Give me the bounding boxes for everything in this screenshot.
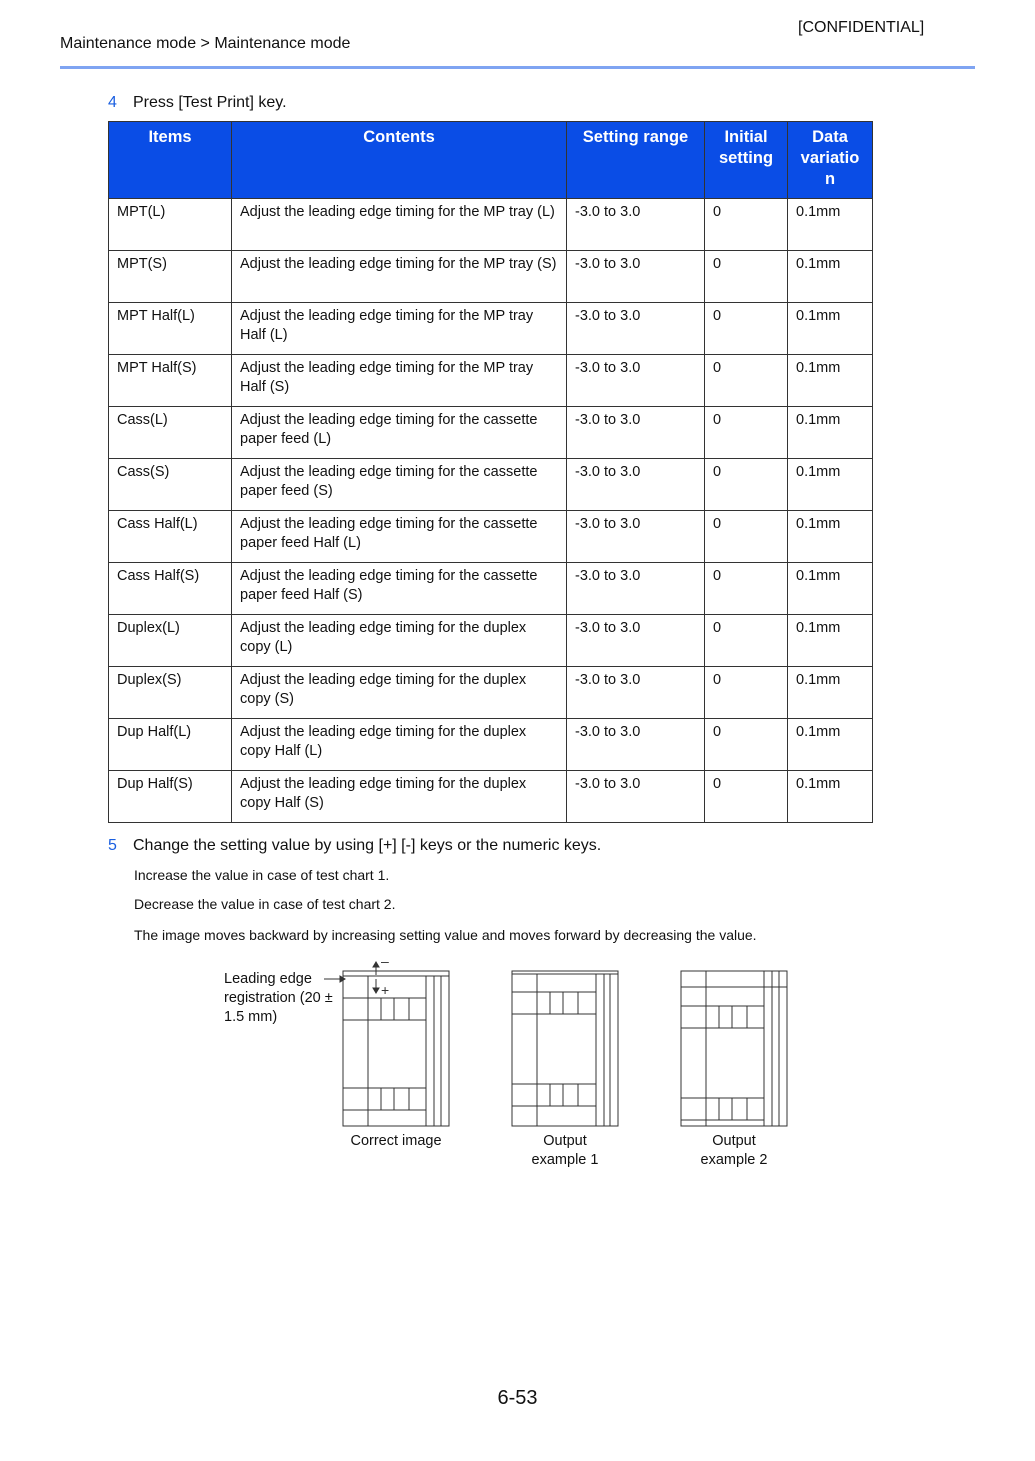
cell-setting-range: -3.0 to 3.0 bbox=[567, 563, 705, 615]
cell-item: Cass Half(S) bbox=[109, 563, 232, 615]
cell-item: Cass(S) bbox=[109, 459, 232, 511]
table-row bbox=[109, 719, 873, 771]
cell-contents: Adjust the leading edge timing for the duplex copy (L) bbox=[232, 615, 567, 667]
step-5 bbox=[108, 837, 601, 855]
cell-initial-setting: 0 bbox=[705, 199, 788, 251]
cell-data-variation: 0.1mm bbox=[788, 667, 873, 719]
cell-contents: Adjust the leading edge timing for the cassette paper feed (L) bbox=[232, 407, 567, 459]
breadcrumb: Maintenance mode > Maintenance mode bbox=[60, 35, 351, 52]
header-items: Items bbox=[109, 122, 232, 199]
output-example-2-page bbox=[681, 971, 787, 1126]
output-example-1-page bbox=[512, 971, 618, 1126]
note-text: The image moves backward by increasing setting value and moves forward by decreasing the value. bbox=[134, 927, 757, 943]
arrow-up-icon bbox=[373, 962, 379, 967]
cell-item: Dup Half(S) bbox=[109, 771, 232, 823]
cell-setting-range: -3.0 to 3.0 bbox=[567, 511, 705, 563]
table-row bbox=[109, 303, 873, 355]
cell-setting-range: -3.0 to 3.0 bbox=[567, 719, 705, 771]
cell-contents: Adjust the leading edge timing for the duplex copy Half (S) bbox=[232, 771, 567, 823]
cell-contents: Adjust the leading edge timing for the MP tray (L) bbox=[232, 199, 567, 251]
minus-sign: – bbox=[381, 953, 389, 969]
confidential-label: [CONFIDENTIAL] bbox=[798, 19, 925, 36]
adjustment-table bbox=[108, 121, 873, 823]
table-header-row bbox=[109, 122, 873, 199]
cell-initial-setting: 0 bbox=[705, 667, 788, 719]
table-row bbox=[109, 199, 873, 251]
cell-data-variation: 0.1mm bbox=[788, 303, 873, 355]
cell-initial-setting: 0 bbox=[705, 251, 788, 303]
cell-initial-setting: 0 bbox=[705, 615, 788, 667]
step-4 bbox=[108, 94, 287, 112]
cell-data-variation: 0.1mm bbox=[788, 771, 873, 823]
table-row bbox=[109, 407, 873, 459]
cell-item: Duplex(L) bbox=[109, 615, 232, 667]
cell-contents: Adjust the leading edge timing for the MP tray Half (L) bbox=[232, 303, 567, 355]
cell-data-variation: 0.1mm bbox=[788, 355, 873, 407]
table-row bbox=[109, 667, 873, 719]
cell-data-variation: 0.1mm bbox=[788, 407, 873, 459]
cell-data-variation: 0.1mm bbox=[788, 459, 873, 511]
cell-initial-setting: 0 bbox=[705, 771, 788, 823]
cell-initial-setting: 0 bbox=[705, 719, 788, 771]
cell-item: MPT(L) bbox=[109, 199, 232, 251]
table-row bbox=[109, 511, 873, 563]
step-text: Change the setting value by using [+] [-] keys or the numeric keys. bbox=[133, 837, 602, 854]
table-row bbox=[109, 355, 873, 407]
caption-output-example-1: Output example 1 bbox=[531, 1133, 599, 1168]
cell-data-variation: 0.1mm bbox=[788, 511, 873, 563]
cell-setting-range: -3.0 to 3.0 bbox=[567, 407, 705, 459]
cell-item: MPT Half(S) bbox=[109, 355, 232, 407]
cell-setting-range: -3.0 to 3.0 bbox=[567, 199, 705, 251]
cell-data-variation: 0.1mm bbox=[788, 199, 873, 251]
cell-contents: Adjust the leading edge timing for the cassette paper feed Half (L) bbox=[232, 511, 567, 563]
table-row bbox=[109, 563, 873, 615]
cell-setting-range: -3.0 to 3.0 bbox=[567, 251, 705, 303]
cell-initial-setting: 0 bbox=[705, 303, 788, 355]
header-initial-setting: Initial setting bbox=[705, 122, 788, 199]
cell-setting-range: -3.0 to 3.0 bbox=[567, 303, 705, 355]
cell-setting-range: -3.0 to 3.0 bbox=[567, 667, 705, 719]
cell-item: Cass Half(L) bbox=[109, 511, 232, 563]
step-text: Press [Test Print] key. bbox=[133, 94, 287, 111]
cell-data-variation: 0.1mm bbox=[788, 563, 873, 615]
arrow-down-icon bbox=[373, 988, 379, 993]
cell-data-variation: 0.1mm bbox=[788, 251, 873, 303]
cell-initial-setting: 0 bbox=[705, 563, 788, 615]
cell-initial-setting: 0 bbox=[705, 459, 788, 511]
cell-setting-range: -3.0 to 3.0 bbox=[567, 615, 705, 667]
header-rule bbox=[60, 66, 975, 69]
caption-output-example-2: Output example 2 bbox=[700, 1133, 768, 1168]
step-number: 4 bbox=[108, 94, 117, 111]
page-number: 6-53 bbox=[497, 1387, 538, 1409]
cell-contents: Adjust the leading edge timing for the cassette paper feed (S) bbox=[232, 459, 567, 511]
table-row bbox=[109, 251, 873, 303]
header-setting-range: Setting range bbox=[567, 122, 705, 199]
header-data-variation: Data variatio n bbox=[788, 122, 873, 199]
cell-contents: Adjust the leading edge timing for the cassette paper feed Half (S) bbox=[232, 563, 567, 615]
cell-item: Cass(L) bbox=[109, 407, 232, 459]
cell-contents: Adjust the leading edge timing for the MP tray (S) bbox=[232, 251, 567, 303]
table-row bbox=[109, 615, 873, 667]
header-contents: Contents bbox=[232, 122, 567, 199]
step-number: 5 bbox=[108, 837, 117, 854]
cell-setting-range: -3.0 to 3.0 bbox=[567, 459, 705, 511]
cell-item: MPT Half(L) bbox=[109, 303, 232, 355]
plus-sign: + bbox=[381, 982, 390, 998]
cell-item: Dup Half(L) bbox=[109, 719, 232, 771]
cell-initial-setting: 0 bbox=[705, 407, 788, 459]
cell-data-variation: 0.1mm bbox=[788, 615, 873, 667]
note-text: Decrease the value in case of test chart 2. bbox=[134, 896, 396, 912]
table-row bbox=[109, 459, 873, 511]
cell-contents: Adjust the leading edge timing for the duplex copy Half (L) bbox=[232, 719, 567, 771]
cell-setting-range: -3.0 to 3.0 bbox=[567, 355, 705, 407]
leader-arrow-icon bbox=[340, 976, 345, 982]
cell-item: Duplex(S) bbox=[109, 667, 232, 719]
table-row bbox=[109, 771, 873, 823]
note-text: Increase the value in case of test chart 1. bbox=[134, 867, 390, 883]
cell-contents: Adjust the leading edge timing for the duplex copy (S) bbox=[232, 667, 567, 719]
correct-image-page bbox=[343, 962, 449, 1126]
cell-data-variation: 0.1mm bbox=[788, 719, 873, 771]
cell-item: MPT(S) bbox=[109, 251, 232, 303]
cell-initial-setting: 0 bbox=[705, 355, 788, 407]
cell-setting-range: -3.0 to 3.0 bbox=[567, 771, 705, 823]
leading-edge-label: Leading edge registration (20 ± 1.5 mm) bbox=[224, 971, 333, 1025]
caption-correct-image: Correct image bbox=[350, 1133, 442, 1149]
cell-initial-setting: 0 bbox=[705, 511, 788, 563]
cell-contents: Adjust the leading edge timing for the MP tray Half (S) bbox=[232, 355, 567, 407]
